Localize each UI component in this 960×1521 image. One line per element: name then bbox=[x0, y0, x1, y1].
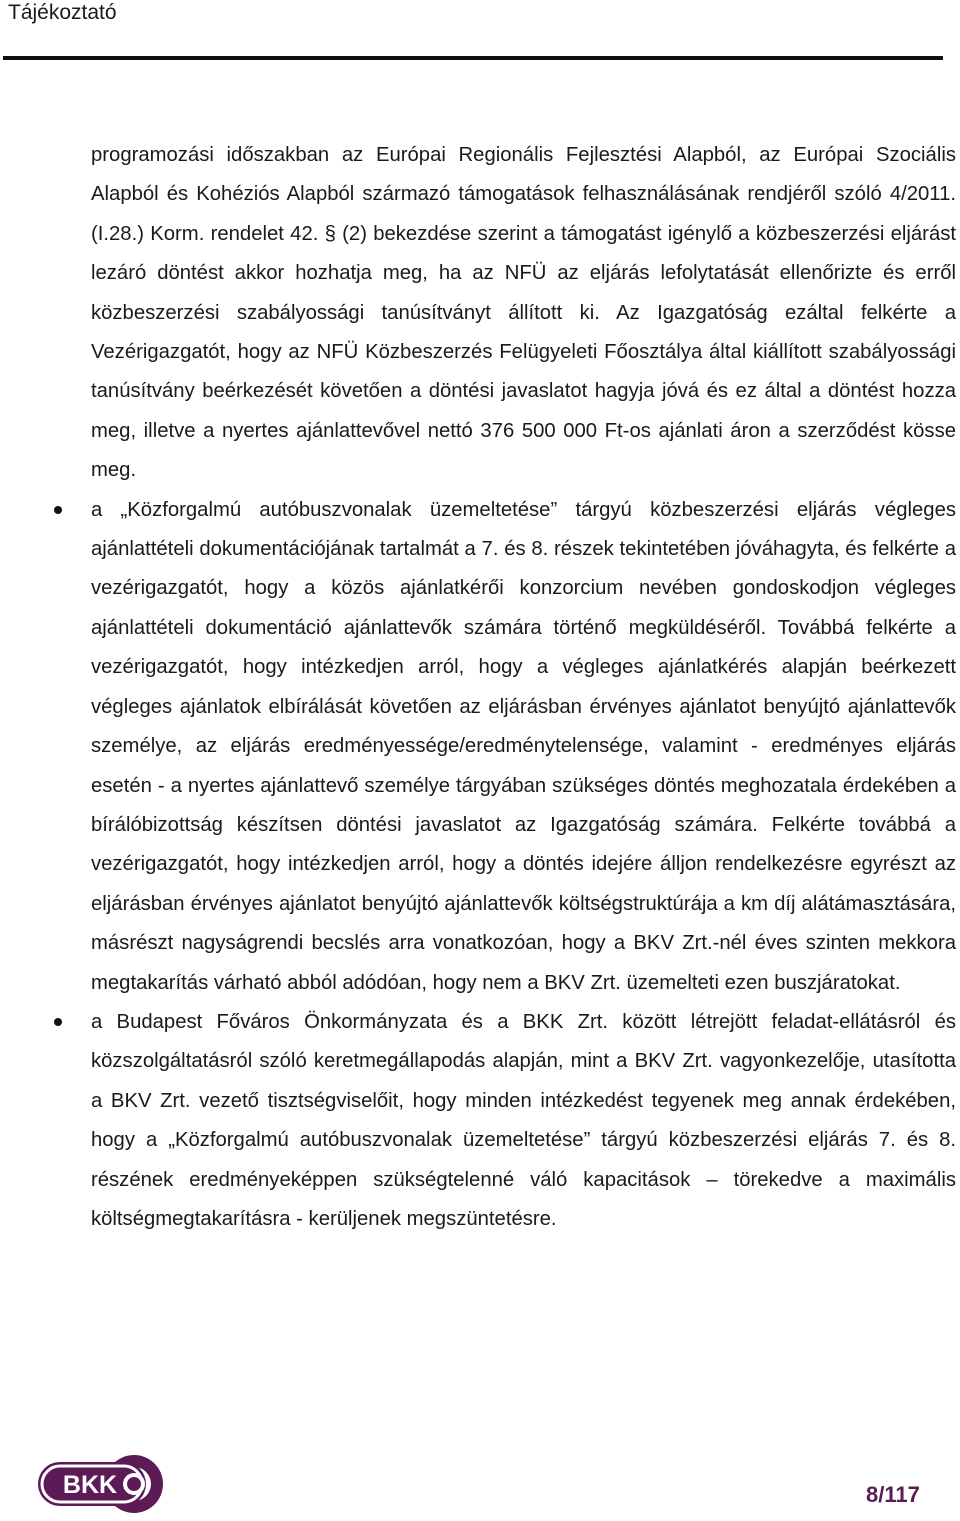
page-number: 8/117 bbox=[866, 1482, 920, 1507]
document-header-title: Tájékoztató bbox=[8, 1, 117, 24]
logo-text: BKK bbox=[62, 1471, 118, 1499]
bullet-text: a Budapest Főváros Önkormányzata és a BKK Zrt. között létrejött feladat-ellátásról és közszolgáltatásról szóló keretmegállapodás alapján, mint a BKV Zrt. vagyonkezelője, utasította a BKV Zrt. vezető tisztségviselőit, hogy minden intézkedést tegyenek meg annak érdekében, hogy a „Közforgalmú autóbuszvonalak üzemeltetése” tárgyú közbeszerzési eljárás 7. és 8. részének eredményeképpen szükségtelenné váló kapacitások – törekedve a maximális költségmegtakarításra - kerüljenek megszüntetésre. bbox=[91, 1010, 956, 1230]
bkk-logo-icon bbox=[36, 1452, 166, 1516]
header-divider bbox=[3, 56, 943, 60]
bullet-text: a „Közforgalmú autóbuszvonalak üzemeltetése” tárgyú közbeszerzési eljárás végleges ajánlattételi dokumentációjának tartalmát a 7. és 8. részek tekintetében jóváhagyta, és felkérte a vezérigazgatót, hogy a közös ajánlatkérői konzorcium nevében gondoskodjon végleges ajánlattételi dokumentáció ajánlattevők számára történő megküldéséről. Továbbá felkérte a vezérigazgatót, hogy intézkedjen arról, hogy a végleges ajánlatkérés alapján beérkezett végleges ajánlatok elbírálását követően az eljárásban érvényes ajánlatot benyújtó ajánlattevők személye, az eljárás eredményessége/eredménytelensége, valamint - eredményes eljárás esetén - a nyertes ajánlattevő személye tárgyában szükséges döntés meghozatala érdekében a bírálóbizottság készítsen döntési javaslatot az Igazgatóság számára. Felkérte továbbá a vezérigazgatót, hogy intézkedjen arról, hogy a döntés idejére álljon rendelkezésre egyrészt az eljárásban érvényes ajánlatot benyújtó ajánlattevők költségstruktúrája a km díj alátámasztására, másrészt nagyságrendi becslés arra vonatkozóan, hogy a BKV Zrt.-nél éves szinten mekkora megtakarítás várható abból adódóan, hogy nem a BKV Zrt. üzemelteti ezen buszjáratokat. bbox=[91, 498, 956, 994]
intro-paragraph: programozási időszakban az Európai Regionális Fejlesztési Alapból, az Európai Szociális Alapból és Kohéziós Alapból származó támogatások felhasználásának rendjéről szóló 4/2011. (I.28.) Korm. rendelet 42. § (2) bekezdése szerint a támogatást igénylő a közbeszerzési eljárást lezáró döntést akkor hozhatja meg, ha az NFÜ az eljárás lefolytatását ellenőrizte és erről közbeszerzési szabályossági tanúsítványt állított ki. Az Igazgatóság ezáltal felkérte a Vezérigazgatót, hogy az NFÜ Közbeszerzés Felügyeleti Főosztálya által kiállított szabályossági tanúsítvány beérkezését követően a döntési javaslatot hagyja jóvá és ez által a döntést hozza meg, illetve a nyertes ajánlattevővel nettó 376 500 000 Ft-os ajánlati áron a szerződést kösse meg. bbox=[91, 144, 956, 482]
document-body bbox=[91, 136, 956, 1239]
bullet-icon bbox=[54, 1018, 62, 1026]
list-item bbox=[91, 1003, 956, 1239]
list-item bbox=[91, 491, 956, 1003]
bkk-logo bbox=[36, 1452, 166, 1516]
bullet-icon bbox=[54, 506, 62, 514]
